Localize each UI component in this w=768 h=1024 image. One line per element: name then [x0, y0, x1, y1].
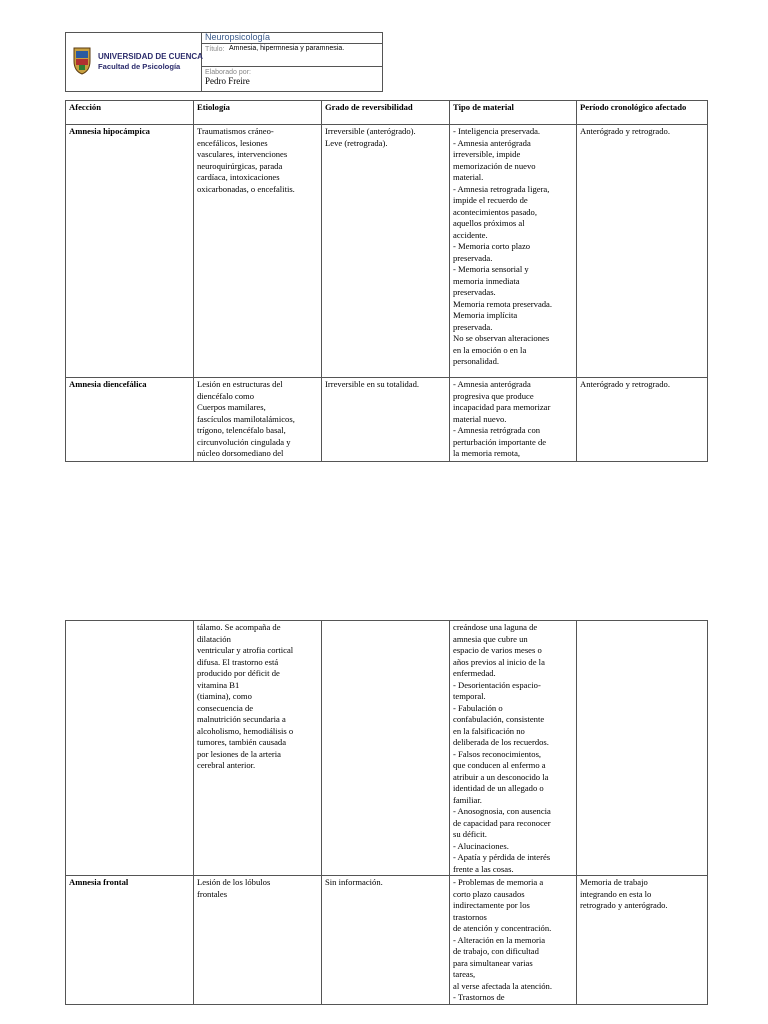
table-row — [66, 876, 708, 1005]
table-row — [66, 621, 708, 876]
row-material: - Amnesia anterógrada progresiva que produce incapacidad para memorizar material nuevo. - Amnesia retrógrada con perturbación importante de la memoria remota, — [450, 378, 577, 462]
subject-row — [202, 33, 382, 44]
university-name: UNIVERSIDAD DE CUENCA — [98, 52, 203, 61]
header-period: Período cronológico afectado — [577, 101, 708, 125]
row-affection: Amnesia frontal — [66, 876, 194, 1005]
row-etiology: tálamo. Se acompaña de dilatación ventricular y atrofia cortical difusa. El trastorno está producido por déficit de vitamina B1 (tiamina), como consecuencia de malnutrición secundaria a alcoholismo, hemodiálisis o tumores, también causada por lesiones de la arteria cerebral anterior. — [194, 621, 322, 876]
row-material: creándose una laguna de amnesia que cubre un espacio de varios meses o años previos al inicio de la enfermedad. - Desorientación espacio- temporal. - Fabulación o confabulación, consistente en la falsificación no deliberada de los recuerdos. - Falsos reconocimientos, que conducen al enfermo a atribuir a un desconocido la identidad de un allegado o familiar. - Anosognosia, con ausencia de capacidad para reconocer su déficit. - Alucinaciones. - Apatía y pérdida de interés frente a las cosas. — [450, 621, 577, 876]
author-row — [202, 67, 382, 91]
table-header-row — [66, 101, 708, 125]
row-reversibility: Sin información. — [322, 876, 450, 1005]
university-crest-icon — [72, 45, 92, 75]
faculty-name: Facultad de Psicología — [98, 62, 181, 71]
subject-name: Neuropsicología — [205, 32, 271, 42]
row-reversibility — [322, 621, 450, 876]
row-reversibility: Irreversible (anterógrado). Leve (retrograda). — [322, 125, 450, 378]
amnesia-table-page2 — [65, 620, 708, 1005]
header-affection: Afección — [66, 101, 194, 125]
row-affection — [66, 621, 194, 876]
row-affection: Amnesia hipocámpica — [66, 125, 194, 378]
row-reversibility: Irreversible en su totalidad. — [322, 378, 450, 462]
title-label: Título: — [205, 46, 225, 53]
row-etiology: Lesión de los lóbulos frontales — [194, 876, 322, 1005]
header-etiology: Etiología — [194, 101, 322, 125]
row-period: Anterógrado y retrogrado. — [577, 378, 708, 462]
row-etiology: Lesión en estructuras del diencéfalo como Cuerpos mamilares, fascículos mamilotalámicos, trígono, telencéfalo basal, circunvolución cingulada y núcleo dorsomediano del — [194, 378, 322, 462]
table-row — [66, 125, 708, 378]
row-period: Anterógrado y retrogrado. — [577, 125, 708, 378]
table-row — [66, 378, 708, 462]
row-affection: Amnesia diencefálica — [66, 378, 194, 462]
row-period: Memoria de trabajo integrando en esta lo retrogrado y anterógrado. — [577, 876, 708, 1005]
author-name: Pedro Freire — [205, 76, 250, 86]
header-material: Tipo de material — [450, 101, 577, 125]
amnesia-table-page1 — [65, 100, 708, 462]
university-logo — [66, 33, 202, 91]
row-material: - Inteligencia preservada. - Amnesia anterógrada irreversible, impide memorización de nuevo material. - Amnesia retrograda ligera, impide el recuerdo de acontecimientos pasado, aquellos próximos al accidente. - Memoria corto plazo preservada. - Memoria sensorial y memoria inmediata preservadas. Memoria remota preservada. Memoria implícita preservada. No se observan alteraciones en la emoción o en la personalidad. — [450, 125, 577, 378]
header-reversibility: Grado de reversibilidad — [322, 101, 450, 125]
row-etiology: Traumatismos cráneo- encefálicos, lesiones vasculares, intervenciones neuroquirúrgicas, parada cardíaca, intoxicaciones oxicarbonadas, o encefalitis. — [194, 125, 322, 378]
title-row — [202, 44, 382, 67]
author-label: Elaborado por: — [205, 69, 251, 76]
row-period — [577, 621, 708, 876]
document-header — [65, 32, 383, 92]
document-title: Amnesia, hipermnesia y paramnesia. — [229, 45, 345, 52]
row-material: - Problemas de memoria a corto plazo causados indirectamente por los trastornos de atención y concentración. - Alteración en la memoria de trabajo, con dificultad para simultanear varias tareas, al verse afectada la atención. - Trastornos de — [450, 876, 577, 1005]
